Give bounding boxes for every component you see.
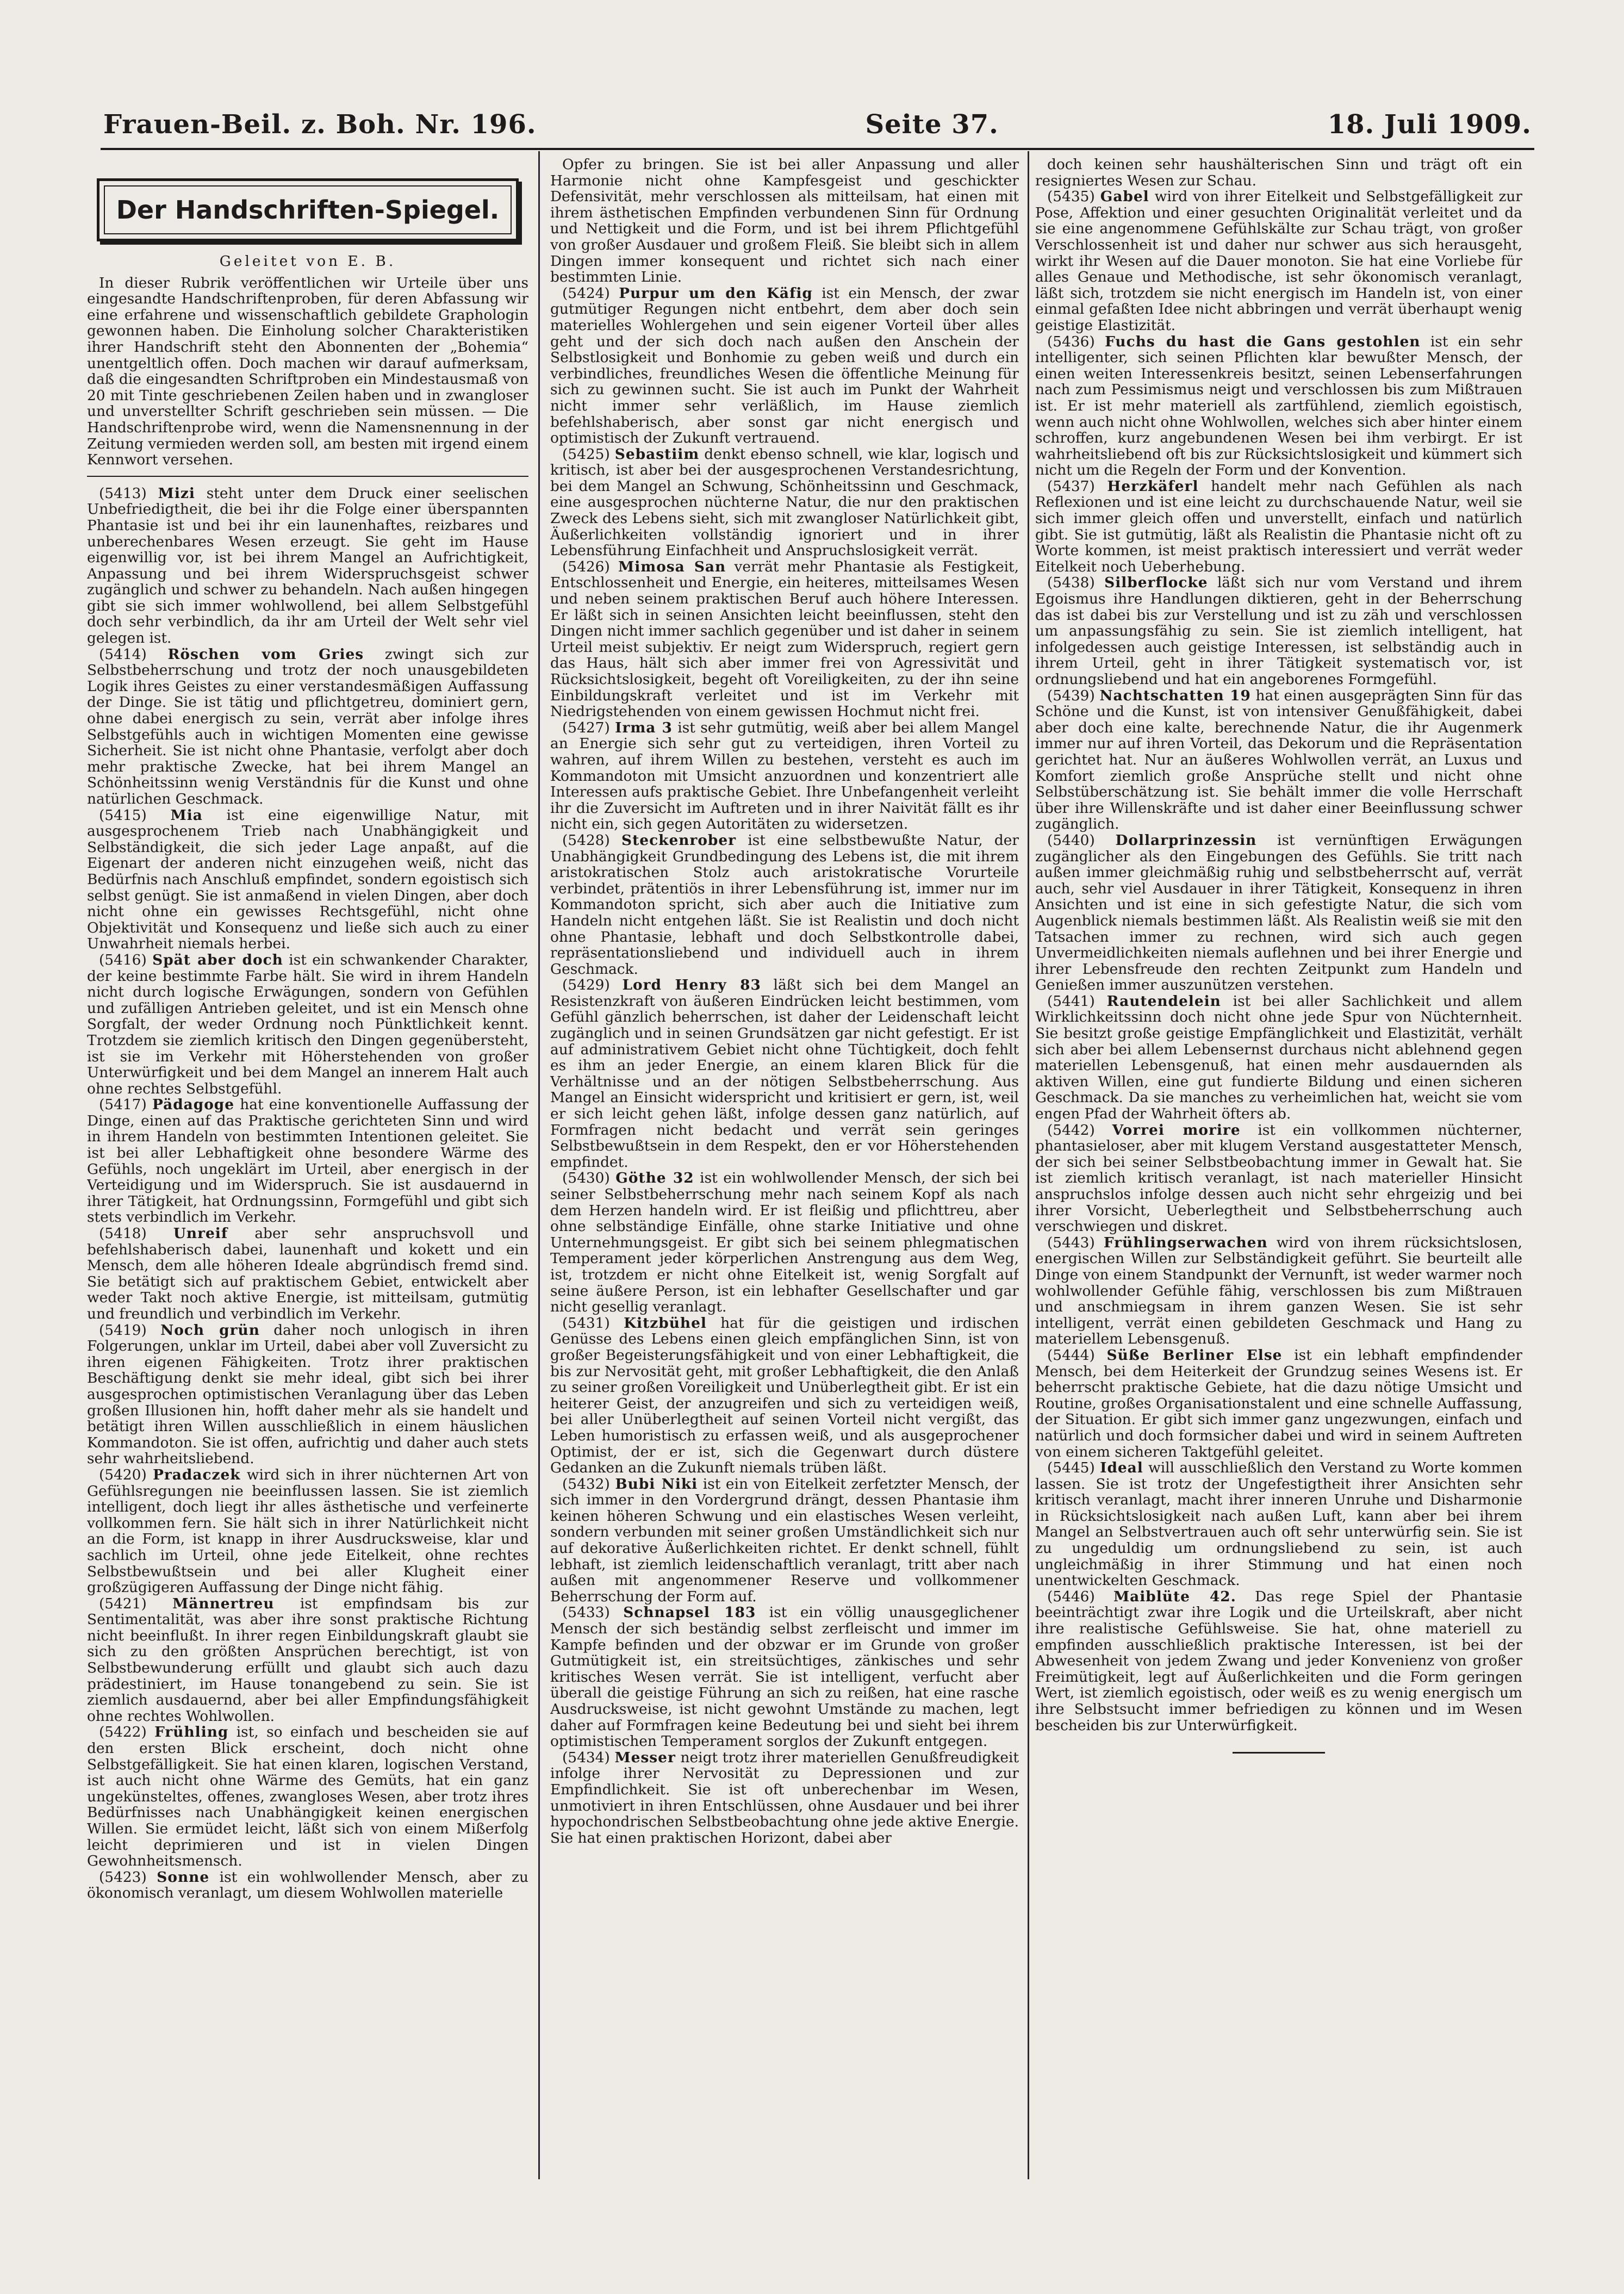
entry-pseudonym: Unreif <box>173 1225 228 1242</box>
handwriting-entry <box>1035 1122 1522 1235</box>
handwriting-entry <box>87 486 528 646</box>
entry-text: handelt mehr nach Gefühlen als nach Reflexionen und ist eine leicht zu durchschauende Natur, weil sie sich immer gleich offen und unverstellt, einfach und natürlich gibt. Sie ist gutmütig, läßt als Realistin die Phantasie nicht oft zu Worte kommen, ist meist praktisch interessiert und verrät weder Eitelkeit noch Ueberhebung. <box>1035 477 1522 575</box>
entry-pseudonym: Sebastiim <box>614 445 700 463</box>
handwriting-entry <box>550 1170 1019 1315</box>
entry-text: hat einen ausgeprägten Sinn für das Schöne und die Kunst, ist von intensiver Genußfähigkeit, dabei aber doch eine kalte, berechnende Natur, die ihr Augenmerk immer nur auf ihren Vorteil, das Dekorum und die Repräsentation gerichtet hat. Nur an äußeres Wohlwollen verrät, an Luxus und Komfort ziemlich große Ansprüche stellt und nicht ohne Selbstüberschätzung ist. Sie behält immer die volle Herrschaft über ihre Willenskräfte und ist daher einer Beeinflussung schwer zugänglich. <box>1035 687 1522 833</box>
entry-text: ist, so einfach und bescheiden sie auf den ersten Blick erscheint, doch nicht ohne Selbstgefälligkeit. Sie hat einen klaren, logischen Verstand, ist auch nicht ohne Wärme des Gemüts, hat ein ganz ungekünsteltes, offenes, zwangloses Wesen, aber trotz ihres Bedürfnisses nach Unabhängigkeit keinen energischen Willen. Sie ermüdet leicht, läßt sich von einem Mißerfolg leicht deprimieren und ist in vielen Dingen Gewohnheitsmensch. <box>87 1724 528 1870</box>
entry-pseudonym: Dollarprinzessin <box>1115 831 1257 849</box>
entry-number: (5441) <box>1047 992 1095 1010</box>
entry-number: (5442) <box>1047 1121 1095 1139</box>
entry-number: (5446) <box>1047 1588 1095 1605</box>
entry-number: (5431) <box>562 1314 610 1332</box>
entry-text: ist vernünftigen Erwägungen zugänglicher als den Eingebungen des Gefühls. Sie tritt nach außen immer gleichmäßig ruhig und selbstbeherrscht auf, verrät auch, sehr viel Ausdauer in ihrer Tätigkeit, Konsequenz in ihren Ansichten und ist eine in sich gefestigte Natur, die sich vom Augenblick niemals bestimmen läßt. Als Realistin weiß sie mit den Tatsachen immer zu rechnen, wird sich auch gegen Unvermeidlichkeiten niemals auflehnen und bei ihrer Energie und ihrer Lebensfreude den rechten Zeitpunkt zum Handeln und Genießen immer auszunützen verstehen. <box>1035 831 1522 994</box>
entry-text: ist ein von Eitelkeit zerfetzter Mensch, der sich immer in den Vordergrund drängt, dessen Phantasie ihm keinen höheren Schwung und ein elastisches Wesen verleiht, sondern verbunden mit seiner großen Umständlichkeit sich nur auf dekorative Äußerlichkeiten richtet. Er denkt schnell, fühlt lebhaft, ist ziemlich leidenschaftlich veranlagt, tritt aber nach außen mit angenommener Reserve und vollkommener Beherrschung der Form auf. <box>550 1475 1019 1605</box>
handwriting-entry <box>87 1097 528 1226</box>
entry-text: ist ein völlig unausgeglichener Mensch der sich beständig selbst zerfleischt und immer im Kampfe befinden und der obzwar er im Grunde von großer Gutmütigkeit ist, ein streitsüchtiges, zänkisches und sehr kritisches Wesen verrät. Sie ist intelligent, verfucht aber überall die geistige Führung an sich zu reißen, hat eine rasche Ausdrucksweise, ist nicht gewohnt Umstände zu machen, legt daher auf Formfragen keine Bedeutung bei und sieht bei ihrem optimistischen Temperament sorglos der Zukunft entgegen. <box>550 1604 1019 1750</box>
entry-text: wird sich in ihrer nüchternen Art von Gefühlsregungen nie beeinflussen lassen. Sie ist ziemlich intelligent, doch liegt ihr alles ästhetische und verfeinerte vollkommen fern. Sie hält sich in ihrer Natürlichkeit nicht an die Form, ist knapp in ihrer Ausdrucksweise, klar und sachlich im Urteil, ohne jede Eitelkeit, ohne rechtes Selbstbewußtsein und bei aller Klugheit einer großzügigeren Auffassung der Dinge nicht fähig. <box>87 1466 528 1596</box>
entry-text: ist ein Mensch, der zwar gutmütiger Regungen nicht entbehrt, dem aber doch sein materielles Wohlergehen und sein eigener Vorteil über alles geht und der sich doch nach außen den Anschein der Selbstlosigkeit und Bonhomie zu geben weiß und durch ein verbindliches, freundliches Wesen die öffentliche Meinung für sich zu gewinnen sucht. Sie ist auch im Punkt der Wahrheit nicht immer sehr verläßlich, im Hause ziemlich befehlshaberisch, aber sonst gar nicht energisch und optimistisch der Zukunft vertrauend. <box>550 284 1019 447</box>
handwriting-entry <box>550 1315 1019 1476</box>
entry-pseudonym: Ideal <box>1100 1459 1143 1477</box>
entry-number: (5414) <box>99 645 147 663</box>
handwriting-entry <box>1035 1460 1522 1589</box>
entry-number: (5418) <box>99 1225 147 1242</box>
end-rule <box>1233 1752 1325 1754</box>
entry-text: zwingt sich zur Selbstbeherrschung und trotz der noch unausgebildeten Logik ihres Geistes zu einer verstandesmäßigen Auffassung der Dinge. Sie ist tätig und pflichtgetreu, dominiert gern, ohne dabei energisch zu sein, verrät aber infolge ihres Selbstgefühls auch in wichtigen Momenten eine gewisse Sicherheit. Sie ist nicht ohne Phantasie, verfolgt aber doch mehr praktische Zwecke, hat bei ihrem Mangel an Schönheitssinn wenig Verständnis für die Kunst und ohne natürlichen Geschmack. <box>87 645 528 807</box>
entry-pseudonym: Göthe 32 <box>615 1170 694 1187</box>
entry-pseudonym: Frühling <box>154 1724 229 1741</box>
entry-text: Das rege Spiel der Phantasie beeinträchtigt zwar ihre Logik und die Urteilskraft, aber nicht ihre realistische Gefühlsweise. Sie hat, ohne materiell zu empfinden ausschließlich praktische Interessen, ist bei der Abwesenheit von jedem Zwang und jeder Konvenienz von großer Freimütigkeit, legt auf Äußerlichkeiten und die Form geringen Wert, ist ziemlich egoistisch, oder weiß es zu wenig energisch um ihre Selbstsucht immer befriedigen zu können und im Wesen bescheiden bis zur Unterwürfigkeit. <box>1035 1588 1522 1734</box>
entry-pseudonym: Steckenrober <box>621 831 737 849</box>
column-1 <box>87 157 528 2277</box>
entry-text: ist ein wohlwollender Mensch, aber zu ökonomisch veranlagt, um diesem Wohlwollen materielle <box>87 1868 528 1902</box>
entry-number: (5417) <box>99 1096 147 1114</box>
entry-text: ist bei aller Sachlichkeit und allem Wirklichkeitssinn doch nicht ohne jede Spur von Nüchternheit. Sie besitzt große geistige Empfänglichkeit und Elastizität, verhält sich aber bei allem Lebensernst durchaus nicht ablehnend gegen materiellen Lebensgenuß, hat einen mehr ausdauernden als aktiven Willen, eine gut fundierte Bildung und einen sicheren Geschmack. Da sie manches zu verheimlichen hat, weicht sie vom engen Pfad der Wahrheit öfters ab. <box>1035 992 1522 1123</box>
header-date: 18. Juli 1909. <box>1327 109 1532 140</box>
entry-pseudonym: Lord Henry 83 <box>622 977 761 994</box>
handwriting-entry <box>550 559 1019 720</box>
column-2 <box>550 157 1019 2277</box>
entry-text: steht unter dem Druck einer seelischen Unbefriedigtheit, die bei ihr die Folge einer überspannten Phantasie ist und bei ihr ein launenhaftes, reizbares und unberechenbares Wesen erzeugt. Sie geht im Hause eigenwillig vor, ist bei ihrem Mangel an Aufrichtigkeit, Anpassung und bei ihrem Widerspruchsgeist schwer zugänglich und schwer zu behandeln. Nach außen hingegen gibt sie sich immer wohlwollend, bei allem Selbstgefühl doch sehr verbindlich, da ihr am Urteil der Welt sehr viel gelegen ist. <box>87 484 528 647</box>
handwriting-entry <box>1035 1235 1522 1347</box>
entry-text: ist eine selbstbewußte Natur, der Unabhängigkeit Grundbedingung des Lebens ist, die mit ihrem aristokratischen Stolz auch aristokratische Vorurteile verbindet, prätentiös in ihrer Lebensführung ist, immer nur im Kommandoton spricht, sich aber auch die Initiative zum Handeln nicht entgehen läßt. Sie ist Realistin und doch nicht ohne Phantasie, lebhaft und doch Selbstkontrolle dabei, repräsentationsliebend und individuell auch in ihrem Geschmack. <box>550 831 1019 978</box>
entry-pseudonym: Fuchs du hast die Gans gestohlen <box>1105 333 1421 350</box>
entry-number: (5436) <box>1047 333 1095 350</box>
entry-number: (5419) <box>99 1321 147 1339</box>
handwriting-entry <box>1035 688 1522 832</box>
entry-number: (5422) <box>99 1724 147 1741</box>
entry-text: neigt trotz ihrer materiellen Genußfreudigkeit infolge ihrer Nervosität zu Depressionen und zur Empfindlichkeit. Sie ist oft unberechenbar im Wesen, unmotiviert in ihren Entschlüssen, ohne Ausdauer und bei ihrer hypochondrischen Selbstbeobachtung ohne jede aktive Energie. Sie hat einen praktischen Horizont, dabei aber <box>550 1749 1019 1847</box>
handwriting-entry <box>550 1476 1019 1605</box>
handwriting-entry <box>550 285 1019 446</box>
entry-pseudonym: Silberflocke <box>1104 574 1208 592</box>
entry-pseudonym: Pradaczek <box>153 1466 241 1483</box>
entry-number: (5420) <box>99 1466 147 1483</box>
handwriting-entry <box>87 952 528 1097</box>
header-publication: Frauen-Beil. z. Boh. Nr. 196. <box>103 109 537 140</box>
entry-text: ist empfindsam bis zur Sentimentalität, was aber ihre sonst praktische Richtung nicht beeinflußt. In ihrer regen Einbildungskraft glaubt sie sich zu den größten Ansprüchen berechtigt, ist von Selbstbewunderung erfüllt und glaubt sich auch dazu prädestiniert, im Hause tonangebend zu sein. Sie ist ziemlich ausdauernd, aber bei aller Empfindungsfähigkeit ohne rechtes Wohlwollen. <box>87 1595 528 1725</box>
entry-text: ist eine eigenwillige Natur, mit ausgesprochenem Trieb nach Unabhängigkeit und Selbständigkeit, die sich jeder Lage anpaßt, auf die Eigenart der anderen nicht einzugehen weiß, nicht das Bedürfnis nach Anschluß empfindet, sondern egoistisch sich selbst genügt. Sie ist anmaßend in vielen Dingen, aber doch nicht ohne ein gewisses Rechtsgefühl, nicht ohne Objektivität und Konsequenz und ließe sich auch zu einer Unwahrheit niemals herbei. <box>87 806 528 953</box>
entry-number: (5426) <box>562 558 610 575</box>
handwriting-entry <box>1035 1589 1522 1733</box>
entry-pseudonym: Kitzbühel <box>624 1314 707 1332</box>
entry-pseudonym: Purpur um den Käfig <box>619 284 813 302</box>
column-divider <box>538 151 540 2179</box>
entry-text: ist ein wohlwollender Mensch, der sich bei seiner Selbstbeherrschung mehr nach seinem Kopf als nach dem Herzen handeln wird. Er ist fleißig und pflichttreu, aber ohne selbständige Einfälle, ohne starke Initiative und ohne Unternehmungsgeist. Er gibt sich bei seinem phlegmatischen Temperament jeder körperlichen Anstrengung aus dem Weg, ist, trotzdem er nicht ohne Eitelkeit ist, wenig Sorgfalt auf seine äußere Person, ist ein lebhafter Gesellschafter und gar nicht gesellig veranlagt. <box>550 1170 1019 1316</box>
entry-pseudonym: Mimosa San <box>618 558 726 575</box>
entry-text: ist ein lebhaft empfindender Mensch, bei dem Heiterkeit der Grundzug seines Wesens ist. Er beherrscht praktische Gebiete, hat die dazu nötige Umsicht und Routine, großes Organisationstalent und eine schnelle Auffassung, der Situation. Er gibt sich immer ganz ungezwungen, einfach und natürlich und doch formsicher dabei und wird in seinem Auftreten von einem sicheren Taktgefühl geleitet. <box>1035 1346 1522 1460</box>
entry-pseudonym: Mizi <box>158 484 195 502</box>
section-title-box <box>97 178 519 241</box>
handwriting-entry <box>87 1869 528 1901</box>
intro-separator <box>87 476 528 477</box>
entry-text: hat eine konventionelle Auffassung der Dinge, einen auf das Praktische gerichteten Sinn und wird in ihrem Handeln von bestimmten Intentionen geleitet. Sie ist bei aller Lebhaftigkeit ohne besondere Wärme des Gefühls, noch ungeklärt im Urteil, aber energisch in der Verteidigung und im Widerspruch. Sie ist ausdauernd in ihrer Tätigkeit, hat Ordnungssinn, Formgefühl und gibt sich stets verbindlich im Verkehr. <box>87 1096 528 1226</box>
entry-number: (5435) <box>1047 188 1095 206</box>
entry-pseudonym: Bubi Niki <box>615 1475 698 1493</box>
entry-text: Opfer zu bringen. Sie ist bei aller Anpassung und aller Harmonie nicht ohne Kampfesgeist und geschickter Defensivität, mehr verschlossen als mitteilsam, hat einen mit ihrem ästhetischen Empfinden verbundenen Sinn für Ordnung und Nettigkeit und die Form, und ist bei ihrem Pflichtgefühl von großer Ausdauer und großem Fleiß. Sie bleibt sich in allem Dingen immer konsequent und richtet sich nach einer bestimmten Linie. <box>550 157 1019 286</box>
entry-number: (5438) <box>1047 574 1095 592</box>
entry-pseudonym: Rautendelein <box>1106 992 1221 1010</box>
entry-number: (5439) <box>1047 687 1095 704</box>
entry-text: läßt sich bei dem Mangel an Resistenzkraft von äußeren Eindrücken leicht bestimmen, vom Gefühl gänzlich beherrschen, ist daher der Leidenschaft leicht zugänglich und in seinen Grundsätzen gar nicht gefestigt. Er ist auf administrativem Gebiet nicht ohne Tüchtigkeit, doch fehlt es ihm an jeder Energie, an einem klaren Blick für die Verhältnisse und an der nötigen Selbstbeherrschung. Aus Mangel an Einsicht widerspricht und kritisiert er gern, ist, weil er sich leicht gehen läßt, infolge dessen ganz natürlich, auf Formfragen nicht bedacht und verrät sein geringes Selbstbewußtsein in dem Respekt, den er vor Höherstehenden empfindet. <box>550 977 1019 1171</box>
byline: Geleitet von E. B. <box>219 253 396 270</box>
entry-number: (5423) <box>99 1868 147 1886</box>
entry-pseudonym: Röschen vom Gries <box>167 645 364 663</box>
handwriting-entry <box>550 720 1019 832</box>
entry-pseudonym: Spät aber doch <box>152 951 283 968</box>
entry-text: ist ein sehr intelligenter, sich seinen Pflichten klar bewußter Mensch, der einen weiten Interessenkreis besitzt, seinen Lebenserfahrungen nach zum Pessimismus neigt und verschlossen bis zum Mißtrauen ist. Er ist mehr materiell als zartfühlend, ziemlich egoistisch, wenn auch nicht ohne Wohlwollen, welches sich aber hinter einem schroffen, kurz angebundenen Wesen bei ihm verbirgt. Er ist wahrheitsliebend oft bis zur Rücksichtslosigkeit und kümmert sich nicht um die Regeln der Form und der Konvention. <box>1035 333 1522 479</box>
entry-number: (5425) <box>562 445 610 463</box>
entry-number: (5424) <box>562 284 610 302</box>
entry-text: aber sehr anspruchsvoll und befehlshaberisch dabei, launenhaft und kokett und ein Mensch, dem alle höheren Ideale abgründisch fremd sind. Sie betätigt sich auf praktischem Gebiet, entwickelt aber weder Takt noch aktive Energie, ist mitteilsam, gutmütig und freundlich und verbindlich im Verkehr. <box>87 1225 528 1322</box>
col2-entries <box>550 157 1019 1846</box>
handwriting-entry <box>1035 993 1522 1122</box>
entry-pseudonym: Maiblüte 42. <box>1113 1588 1236 1605</box>
entry-number: (5421) <box>99 1595 147 1612</box>
handwriting-entry <box>1035 478 1522 575</box>
handwriting-entry <box>550 157 1019 285</box>
handwriting-entry <box>1035 1347 1522 1460</box>
entry-number: (5433) <box>562 1604 610 1621</box>
entry-text: ist ein schwankender Charakter, der keine bestimmte Farbe hält. Sie wird in ihrem Handeln nicht durch logische Erwägungen, sondern von Gefühlen und zufälligen Antrieben geleitet, und ist ein Mensch ohne Sorgfalt, der weder Ordnung noch Pünktlichkeit kennt. Trotzdem sie ziemlich kritisch den Dingen gegenübersteht, ist sie im Verkehr mit Höherstehenden von großer Unterwürfigkeit und bei dem Mangel an innerem Halt auch ohne rechtes Selbstgefühl. <box>87 951 528 1097</box>
handwriting-entry <box>1035 189 1522 333</box>
handwriting-entry <box>550 1605 1019 1749</box>
col1-entries <box>87 486 528 1901</box>
header-rule <box>101 148 1534 150</box>
entry-pseudonym: Nachtschatten 19 <box>1099 687 1251 704</box>
entry-text: hat für die geistigen und irdischen Genüsse des Lebens einen gleich empfänglichen Sinn, ist von großer Begeisterungsfähigkeit und von einer Lebhaftigkeit, die bis zur Nervosität geht, mit großer Lebhaftigkeit, die den Anlaß zu seiner großen Voreiligkeit und Unüberlegtheit gibt. Er ist ein heiterer Geist, der anzugreifen und sich zu verteidigen weiß, bei aller Unüberlegtheit auf seinen Vorteil nicht vergißt, das Leben humoristisch zu erfassen weiß, und als ausgeprochener Optimist, der er ist, sich die Gegenwart durch düstere Gedanken an die Zukunft niemals trüben läßt. <box>550 1314 1019 1477</box>
intro-paragraph: In dieser Rubrik veröffentlichen wir Urteile über uns eingesandte Handschriftenproben, für deren Abfassung wir eine erfahrene und wissenschaftlich gebildete Graphologin gewonnen haben. Die Einholung solcher Charakteristiken ihrer Handschrift steht den Abonnenten der „Bohemia“ unentgeltlich offen. Doch machen wir darauf aufmerksam, daß die eingesandten Schriftproben ein Mindestausmaß von 20 mit Tinte geschriebenen Zeilen haben und in zwangloser und unverstellter Schrift geschrieben sein müssen. — Die Handschriftenprobe wird, wenn die Namensnennung in der Zeitung vermieden werden soll, am besten mit irgend einem Kennwort versehen. <box>87 274 528 469</box>
section-title: Der Handschriften-Spiegel. <box>104 185 512 234</box>
handwriting-entry <box>550 1750 1019 1847</box>
entry-pseudonym: Pädagoge <box>152 1096 235 1114</box>
column-divider <box>1028 151 1029 2179</box>
entry-number: (5434) <box>562 1749 610 1766</box>
handwriting-entry <box>87 1596 528 1725</box>
entry-text: läßt sich nur vom Verstand und ihrem Egoismus ihre Handlungen diktieren, geht in der Beherrschung das ist dabei bis zur Verstellung und ist zu zäh und verschlossen um anpassungsfähig zu sein. Sie ist ziemlich intelligent, hat infolgedessen auch geistige Interessen, ist selbständig auch in ihrem Urteil, geht in ihrer Tätigkeit systematisch vor, ist ordnungsliebend und hat ein angeborenes Formgefühl. <box>1035 574 1522 688</box>
handwriting-entry <box>87 1226 528 1322</box>
entry-text: wird von ihrem rücksichtslosen, energischen Willen zur Selbständigkeit geführt. Sie beurteilt alle Dinge von einem Standpunkt der Vernunft, ist weder warmer noch wohlwollender Gefühle fähig, verschlossen bis zum Mißtrauen und anschmiegsam in ihrem ganzen Wesen. Sie ist sehr intelligent, verrät einen gebildeten Geschmack und Hang zu materiellem Lebensgenuß. <box>1035 1234 1522 1348</box>
entry-number: (5437) <box>1047 477 1095 495</box>
entry-pseudonym: Vorrei morire <box>1112 1121 1241 1139</box>
handwriting-entry <box>1035 575 1522 687</box>
col3-entries <box>1035 157 1522 1733</box>
entry-pseudonym: Messer <box>614 1749 676 1766</box>
entry-text: denkt ebenso schnell, wie klar, logisch und kritisch, ist aber bei der ausgesprochenen Verstandesrichtung, bei dem Mangel an Schwung, Schönheitssinn und Geschmack, eine ausgesprochen nüchterne Natur, die nur den praktischen Zweck des Lebens sieht, sich mit zwangloser Natürlichkeit gibt, Äußerlichkeiten vollständig ignoriert und in ihrer Lebensführung Einfachheit und Anspruchslosigkeit verrät. <box>550 445 1019 559</box>
handwriting-entry <box>550 446 1019 559</box>
entry-text: will ausschließlich den Verstand zu Worte kommen lassen. Sie ist trotz der Ungefestigtheit ihrer Ansichten sehr kritisch veranlagt, macht ihrer inneren Unruhe und Disharmonie in Rücksichtslosigkeit nach außen Luft, kann aber bei ihrem Mangel an Selbstvertrauen auch oft sehr unterwürfig sein. Sie ist zu ungeduldig um ordnungsliebend zu sein, ist auch ungleichmäßig in ihrer Stimmung und hat einen noch unentwickelten Geschmack. <box>1035 1459 1522 1589</box>
column-3 <box>1035 157 1522 2277</box>
entry-pseudonym: Mia <box>170 806 203 824</box>
entry-number: (5430) <box>562 1170 610 1187</box>
entry-text: wird von ihrer Eitelkeit und Selbstgefälligkeit zur Pose, Affektion und einer gesuchten Originalität verleitet und da sie eine angenommene Gefühlskälte zur Schau trägt, von großer Verschlossenheit ist und daher nur schwer aus sich herausgeht, wirkt ihr Wesen auf die Dauer monoton. Sie hat eine Vorliebe für alles Genaue und Methodische, ist sehr ökonomisch veranlagt, läßt sich, trotzdem sie nicht energisch im Handeln ist, von einer einmal gefaßten Idee nicht abbringen und verrät überhaupt wenig geistige Elastizität. <box>1035 188 1522 334</box>
handwriting-entry <box>87 646 528 807</box>
page-header <box>103 107 1532 142</box>
entry-number: (5443) <box>1047 1234 1095 1251</box>
entry-number: (5415) <box>99 806 147 824</box>
header-page-number: Seite 37. <box>865 109 999 140</box>
entry-text: daher noch unlogisch in ihren Folgerungen, unklar im Urteil, dabei aber voll Zuversicht zu ihren eigenen Fähigkeiten. Trotz ihrer praktischen Beschäftigung denkt sie mehr ideal, gibt sich bei ihrer ausgesprochen optimistischen Veranlagung über das Leben großen Illusionen hin, hofft daher mehr als sie handelt und betätigt ihren Willen ausschließlich in einem häuslichen Kommandoton. Sie ist offen, aufrichtig und daher auch stets sehr wahrheitsliebend. <box>87 1321 528 1468</box>
handwriting-entry <box>87 1724 528 1869</box>
entry-pseudonym: Irma 3 <box>615 719 673 736</box>
entry-number: (5445) <box>1047 1459 1095 1477</box>
handwriting-entry <box>1035 157 1522 189</box>
entry-number: (5429) <box>562 977 610 994</box>
handwriting-entry <box>1035 832 1522 993</box>
handwriting-entry <box>550 977 1019 1170</box>
entry-number: (5440) <box>1047 831 1095 849</box>
entry-number: (5413) <box>99 484 147 502</box>
entry-pseudonym: Männertreu <box>172 1595 275 1612</box>
entry-number: (5427) <box>562 719 610 736</box>
entry-text: ist sehr gutmütig, weiß aber bei allem Mangel an Energie sich sehr gut zu verteidigen, ihren Vorteil zu wahren, auf ihrem Willen zu bestehen, versteht es auch im Kommandoton mit Umsicht anzuordnen und konzentriert alle Interessen aufs praktische Gebiet. Ihre Unbefangenheit verleiht ihr die Zuversicht im Auftreten und in ihrer Naivität fällt es ihr nicht ein, sich gegen Autoritäten zu widersetzen. <box>550 719 1019 833</box>
handwriting-entry <box>550 832 1019 977</box>
entry-pseudonym: Gabel <box>1100 188 1149 206</box>
entry-pseudonym: Schnapsel 183 <box>623 1604 756 1621</box>
entry-pseudonym: Herzkäferl <box>1107 477 1199 495</box>
entry-pseudonym: Frühlingserwachen <box>1103 1234 1268 1251</box>
entry-text: verrät mehr Phantasie als Festigkeit, Entschlossenheit und Energie, ein heiteres, mitteilsames Wesen und neben seinem praktischen Beruf auch höhere Interessen. Er läßt sich in seinen Ansichten leicht beeinflussen, steht den Dingen nicht immer sachlich gegenüber und ist daher in seinem Urteil meist subjektiv. Er neigt zum Widerspruch, regiert gern das Haus, hält sich aber immer frei von Agressivität und Rücksichtslosigkeit, begeht oft Voreiligkeiten, zu der ihn seine Einbildungskraft verleitet und ist im Verkehr mit Niedrigstehenden von einem gewissen Hochmut nicht frei. <box>550 558 1019 720</box>
entry-pseudonym: Noch grün <box>160 1321 260 1339</box>
entry-text: ist ein vollkommen nüchterner, phantasieloser, aber mit klugem Verstand ausgestatteter Mensch, der sich bei seiner Selbstbeobachtung immer in Gewalt hat. Sie ist ziemlich kritisch veranlagt, ist nach materieller Hinsicht anspruchslos infolge dessen auch nicht sehr ehrgeizig und bei ihrer Vorsicht, Ueberlegtheit und Selbstbeherrschung auch verschwiegen und diskret. <box>1035 1121 1522 1235</box>
entry-text: doch keinen sehr haushälterischen Sinn und trägt oft ein resigniertes Wesen zur Schau. <box>1035 157 1522 189</box>
handwriting-entry <box>87 807 528 952</box>
entry-number: (5416) <box>99 951 147 968</box>
entry-pseudonym: Sonne <box>157 1868 210 1886</box>
handwriting-entry <box>1035 334 1522 478</box>
entry-number: (5444) <box>1047 1346 1095 1364</box>
entry-number: (5432) <box>562 1475 610 1493</box>
entry-pseudonym: Süße Berliner Else <box>1106 1346 1283 1364</box>
handwriting-entry <box>87 1322 528 1467</box>
handwriting-entry <box>87 1467 528 1596</box>
entry-number: (5428) <box>562 831 610 849</box>
